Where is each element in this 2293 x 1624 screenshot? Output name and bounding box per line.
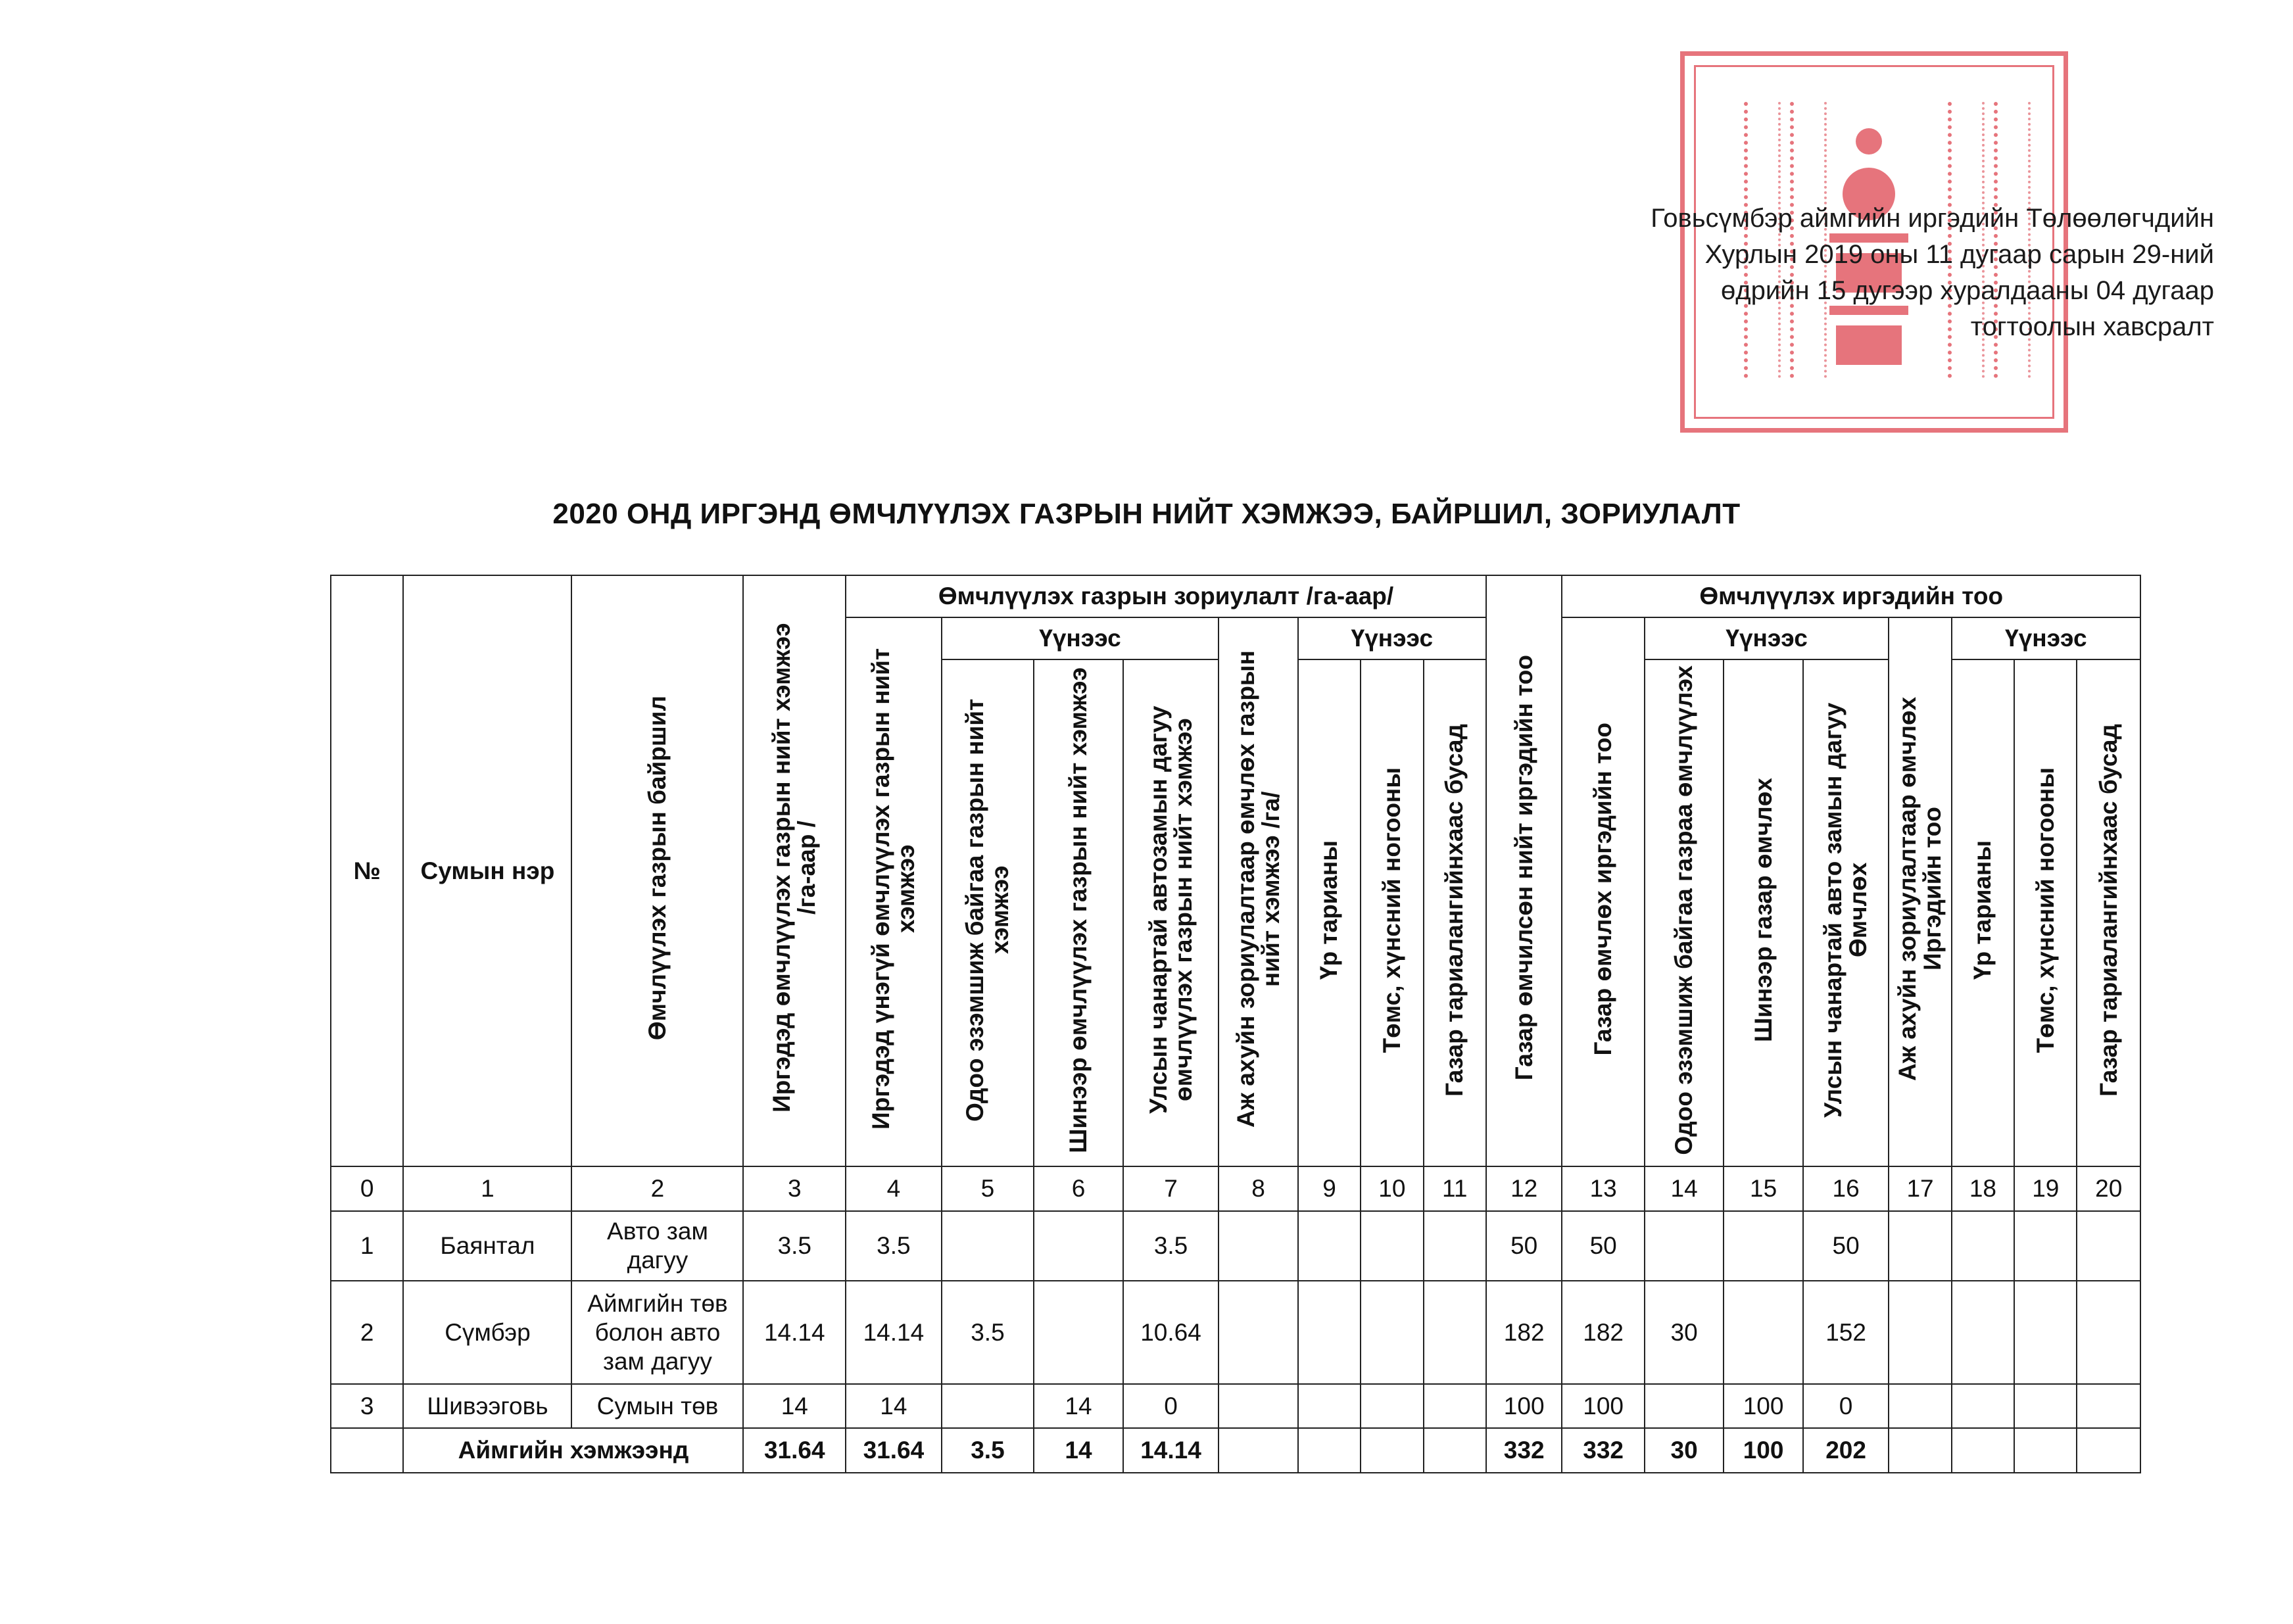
column-number: 4 bbox=[846, 1166, 942, 1211]
total-c4: 31.64 bbox=[846, 1428, 942, 1473]
header-current-citizens: Одоо эзэмшиж байгаа газраа өмчлүүлэх bbox=[1645, 659, 1724, 1166]
cell-c12: 182 bbox=[1486, 1281, 1562, 1384]
header-new-citizens: Шинээр газар өмчлөх bbox=[1724, 659, 1802, 1166]
cell-c17 bbox=[1889, 1211, 1951, 1281]
total-c6: 14 bbox=[1034, 1428, 1123, 1473]
cell-c9 bbox=[1298, 1281, 1361, 1384]
cell-c14 bbox=[1645, 1211, 1724, 1281]
cell-c4: 3.5 bbox=[846, 1211, 942, 1281]
cell-c9 bbox=[1298, 1211, 1361, 1281]
cell-c13: 182 bbox=[1562, 1281, 1645, 1384]
row-no: 3 bbox=[331, 1384, 403, 1428]
attachment-line-3: өдрийн 15 дугээр хуралдааны 04 дугаар bbox=[1721, 276, 2214, 305]
total-c15: 100 bbox=[1724, 1428, 1802, 1473]
header-grain: Үр тарианы bbox=[1298, 659, 1361, 1166]
row-no: 2 bbox=[331, 1281, 403, 1384]
total-c12: 332 bbox=[1486, 1428, 1562, 1473]
cell-c15 bbox=[1724, 1281, 1802, 1384]
header-business-citizens: Аж ахуйн зориулалтаар өмчлөх Иргэдийн тоо bbox=[1889, 617, 1951, 1166]
row-soum: Баянтал bbox=[403, 1211, 571, 1281]
cell-c16: 0 bbox=[1803, 1384, 1889, 1428]
total-c20 bbox=[2077, 1428, 2140, 1473]
header-grain-citizens: Үр тарианы bbox=[1952, 659, 2014, 1166]
cell-c3: 3.5 bbox=[743, 1211, 846, 1281]
header-business-land: Аж ахуйн зориулалтаар өмчлөх газрын нийт хэмжээ /га/ bbox=[1219, 617, 1297, 1166]
row-no: 1 bbox=[331, 1211, 403, 1281]
header-of-which-4: Үүнээс bbox=[1952, 617, 2140, 659]
cell-c11 bbox=[1424, 1211, 1486, 1281]
attachment-line-4: тогтоолын хавсралт bbox=[1970, 312, 2214, 341]
cell-c13: 100 bbox=[1562, 1384, 1645, 1428]
row-soum: Шивээговь bbox=[403, 1384, 571, 1428]
header-total-citizens: Газар өмчилсөн нийт иргэдийн тоо bbox=[1486, 575, 1562, 1166]
cell-c18 bbox=[1952, 1281, 2014, 1384]
total-c9 bbox=[1298, 1428, 1361, 1473]
column-number: 2 bbox=[571, 1166, 743, 1211]
header-citizens-owning: Газар өмчлөх иргэдийн тоо bbox=[1562, 617, 1645, 1166]
column-number-row bbox=[331, 1166, 2140, 1211]
cell-c6 bbox=[1034, 1281, 1123, 1384]
header-no: № bbox=[331, 575, 403, 1166]
total-c11 bbox=[1424, 1428, 1486, 1473]
total-c19 bbox=[2014, 1428, 2077, 1473]
cell-c5 bbox=[942, 1384, 1034, 1428]
cell-c4: 14.14 bbox=[846, 1281, 942, 1384]
document-title: 2020 ОНД ИРГЭНД ӨМЧЛҮҮЛЭХ ГАЗРЫН НИЙТ ХЭМЖЭЭ, БАЙРШИЛ, ЗОРИУЛАЛТ bbox=[552, 498, 1741, 530]
cell-c3: 14 bbox=[743, 1384, 846, 1428]
cell-c14: 30 bbox=[1645, 1281, 1724, 1384]
column-number: 16 bbox=[1803, 1166, 1889, 1211]
column-number: 12 bbox=[1486, 1166, 1562, 1211]
cell-c18 bbox=[1952, 1211, 2014, 1281]
cell-c8 bbox=[1219, 1281, 1297, 1384]
column-number: 18 bbox=[1952, 1166, 2014, 1211]
total-c5: 3.5 bbox=[942, 1428, 1034, 1473]
table-row bbox=[331, 1384, 2140, 1428]
cell-c16: 152 bbox=[1803, 1281, 1889, 1384]
cell-c11 bbox=[1424, 1384, 1486, 1428]
cell-c15: 100 bbox=[1724, 1384, 1802, 1428]
cell-c7: 0 bbox=[1123, 1384, 1219, 1428]
cell-c11 bbox=[1424, 1281, 1486, 1384]
header-other-farming-citizens: Газар тариалангийнхаас бусад bbox=[2077, 659, 2140, 1166]
cell-c10 bbox=[1361, 1281, 1423, 1384]
header-new-land: Шинээр өмчлүүлэх газрын нийт хэмжээ bbox=[1034, 659, 1123, 1166]
total-c10 bbox=[1361, 1428, 1423, 1473]
cell-c17 bbox=[1889, 1384, 1951, 1428]
cell-c16: 50 bbox=[1803, 1211, 1889, 1281]
header-road-citizens: Улсын чанартай авто замын дагуу Өмчлөх bbox=[1803, 659, 1889, 1166]
header-potato-veg: Төмс, хүнсний ногооны bbox=[1361, 659, 1423, 1166]
total-c17 bbox=[1889, 1428, 1951, 1473]
cell-c19 bbox=[2014, 1384, 2077, 1428]
table-row bbox=[331, 1281, 2140, 1384]
header-potato-veg-citizens: Төмс, хүнсний ногооны bbox=[2014, 659, 2077, 1166]
cell-c12: 50 bbox=[1486, 1211, 1562, 1281]
total-label: Аймгийн хэмжээнд bbox=[403, 1428, 743, 1473]
header-location: Өмчлүүлэх газрын байршил bbox=[571, 575, 743, 1166]
cell-c12: 100 bbox=[1486, 1384, 1562, 1428]
column-number: 9 bbox=[1298, 1166, 1361, 1211]
row-soum: Сүмбэр bbox=[403, 1281, 571, 1384]
row-location: Авто зам дагуу bbox=[571, 1211, 743, 1281]
column-number: 3 bbox=[743, 1166, 846, 1211]
cell-c20 bbox=[2077, 1384, 2140, 1428]
cell-c5 bbox=[942, 1211, 1034, 1281]
cell-c13: 50 bbox=[1562, 1211, 1645, 1281]
column-number: 0 bbox=[331, 1166, 403, 1211]
cell-c15 bbox=[1724, 1211, 1802, 1281]
column-number: 5 bbox=[942, 1166, 1034, 1211]
cell-c20 bbox=[2077, 1211, 2140, 1281]
column-number: 20 bbox=[2077, 1166, 2140, 1211]
header-total-land: Иргэдэд өмчлүүлэх газрын нийт хэмжээ /га-аар / bbox=[743, 575, 846, 1166]
cell-c3: 14.14 bbox=[743, 1281, 846, 1384]
header-other-farming: Газар тариалангийнхаас бусад bbox=[1424, 659, 1486, 1166]
total-c7: 14.14 bbox=[1123, 1428, 1219, 1473]
header-road-land: Улсын чанартай автозамын дагуу өмчлүүлэх газрын нийт хэмжээ bbox=[1123, 659, 1219, 1166]
cell-c9 bbox=[1298, 1384, 1361, 1428]
total-c14: 30 bbox=[1645, 1428, 1724, 1473]
total-c13: 332 bbox=[1562, 1428, 1645, 1473]
cell-c19 bbox=[2014, 1211, 2077, 1281]
column-number: 7 bbox=[1123, 1166, 1219, 1211]
column-number: 11 bbox=[1424, 1166, 1486, 1211]
attachment-note bbox=[1651, 201, 2214, 345]
attachment-line-1: Говьсүмбэр аймгийн иргэдийн Төлөөлөгчдийн bbox=[1651, 204, 2214, 233]
header-group-citizens-count: Өмчлүүлэх иргэдийн тоо bbox=[1562, 575, 2140, 617]
column-number: 19 bbox=[2014, 1166, 2077, 1211]
cell-c5: 3.5 bbox=[942, 1281, 1034, 1384]
column-number: 14 bbox=[1645, 1166, 1724, 1211]
header-current-held: Одоо эзэмшиж байгаа газрын нийт хэмжээ bbox=[942, 659, 1034, 1166]
column-number: 1 bbox=[403, 1166, 571, 1211]
column-number: 8 bbox=[1219, 1166, 1297, 1211]
total-c3: 31.64 bbox=[743, 1428, 846, 1473]
column-number: 10 bbox=[1361, 1166, 1423, 1211]
column-number: 13 bbox=[1562, 1166, 1645, 1211]
cell-c4: 14 bbox=[846, 1384, 942, 1428]
row-location: Сумын төв bbox=[571, 1384, 743, 1428]
cell-c18 bbox=[1952, 1384, 2014, 1428]
cell-c7: 3.5 bbox=[1123, 1211, 1219, 1281]
total-c18 bbox=[1952, 1428, 2014, 1473]
header-soum-name: Сумын нэр bbox=[403, 575, 571, 1166]
cell-c19 bbox=[2014, 1281, 2077, 1384]
total-c16: 202 bbox=[1803, 1428, 1889, 1473]
row-location: Аймгийн төв болон авто зам дагуу bbox=[571, 1281, 743, 1384]
cell-c6: 14 bbox=[1034, 1384, 1123, 1428]
cell-c10 bbox=[1361, 1211, 1423, 1281]
land-allocation-table bbox=[330, 575, 2141, 1473]
cell-c7: 10.64 bbox=[1123, 1281, 1219, 1384]
cell-c8 bbox=[1219, 1211, 1297, 1281]
cell-c6 bbox=[1034, 1211, 1123, 1281]
header-of-which-3: Үүнээс bbox=[1645, 617, 1889, 659]
cell-c20 bbox=[2077, 1281, 2140, 1384]
cell-c8 bbox=[1219, 1384, 1297, 1428]
cell-c10 bbox=[1361, 1384, 1423, 1428]
total-c8 bbox=[1219, 1428, 1297, 1473]
header-free-land: Иргэдэд үнэгүй өмчлүүлэх газрын нийт хэмжээ bbox=[846, 617, 942, 1166]
total-no-empty bbox=[331, 1428, 403, 1473]
column-number: 15 bbox=[1724, 1166, 1802, 1211]
total-row bbox=[331, 1428, 2140, 1473]
attachment-line-2: Хурлын 2019 оны 11 дугаар сарын 29-ний bbox=[1704, 240, 2214, 269]
table-row bbox=[331, 1211, 2140, 1281]
header-of-which-2: Үүнээс bbox=[1298, 617, 1486, 659]
cell-c14 bbox=[1645, 1384, 1724, 1428]
header-group-land-purpose: Өмчлүүлэх газрын зориулалт /га-аар/ bbox=[846, 575, 1486, 617]
column-number: 6 bbox=[1034, 1166, 1123, 1211]
header-of-which-1: Үүнээс bbox=[942, 617, 1219, 659]
cell-c17 bbox=[1889, 1281, 1951, 1384]
column-number: 17 bbox=[1889, 1166, 1951, 1211]
